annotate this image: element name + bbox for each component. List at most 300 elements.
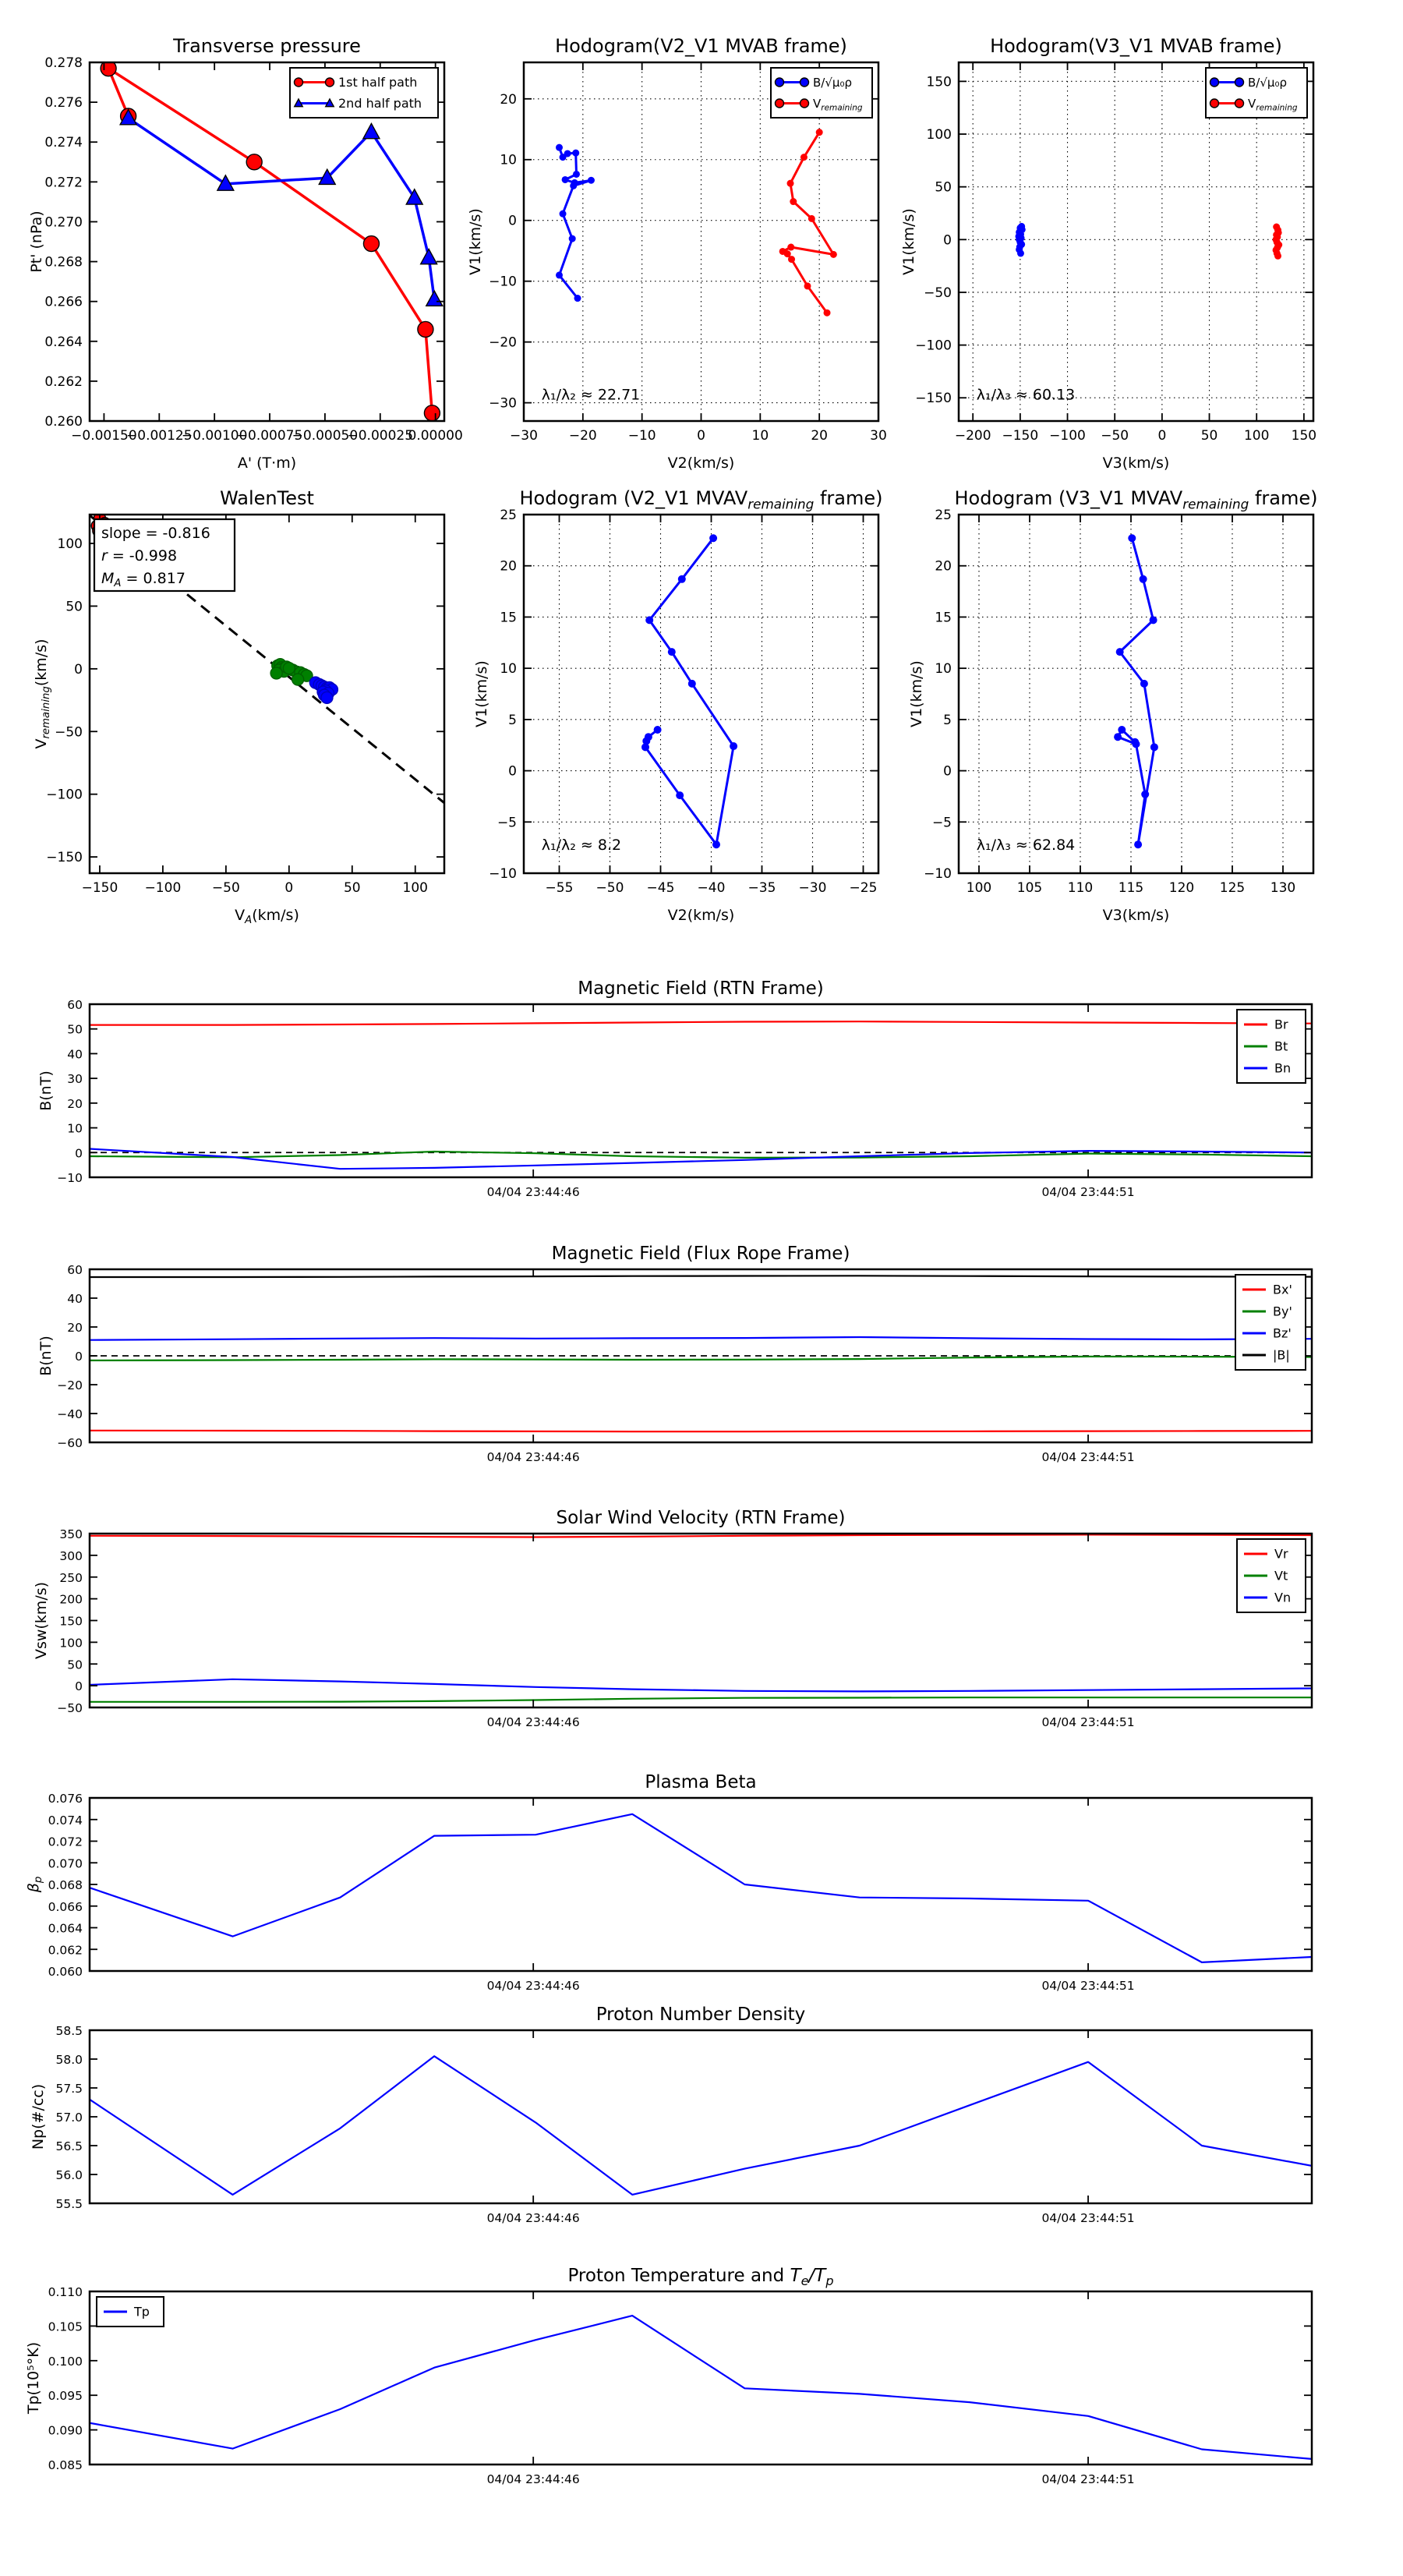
y-tick-label: 0.090 [48, 2423, 83, 2438]
y-tick-label: 100 [57, 536, 83, 552]
series-v-path-marker [645, 733, 652, 741]
stat-box [94, 519, 235, 591]
x-tick-label: −50 [1101, 428, 1129, 444]
x-tick-label: −100 [144, 880, 182, 896]
stat-line: $M_A = 0.817$ [101, 570, 186, 590]
y-tick-label: 10 [500, 152, 517, 168]
axes-spines [90, 1534, 1312, 1707]
series-Np-line [90, 2056, 1312, 2195]
series-v-path-marker [654, 726, 662, 734]
x-tick-label: 04/04 23:44:46 [486, 1450, 580, 1464]
x-tick-label: 04/04 23:44:51 [1041, 1450, 1135, 1464]
x-tick-label: 125 [1219, 880, 1246, 896]
y-axis-label: B(nT) [37, 1336, 55, 1376]
chart-proton-number-density [30, 2005, 1312, 2225]
chart-title: Proton Number Density [595, 2005, 806, 2025]
x-tick-label: 10 [751, 428, 769, 444]
y-tick-label: 0.266 [44, 294, 83, 310]
legend [1237, 1010, 1306, 1083]
y-tick-label: −20 [489, 334, 517, 351]
chart-title: Transverse pressure [173, 35, 361, 57]
series-B-alfven-marker [569, 235, 576, 242]
y-tick-label: 200 [59, 1592, 83, 1607]
chart-title: Plasma Beta [645, 1772, 757, 1792]
x-tick-label: 115 [1118, 880, 1144, 896]
y-tick-label: 58.0 [55, 2053, 83, 2067]
y-tick-label: 0.274 [44, 135, 83, 151]
legend-label: 1st half path [338, 75, 418, 90]
chart-hodogram-v2v1-mvab [467, 35, 887, 472]
chart-title: Hodogram (V3_V1 $MVAV_{remaining}$ frame) [954, 487, 1318, 512]
legend-label: Bt [1274, 1039, 1288, 1054]
legend [290, 68, 438, 118]
series-By'-line [90, 1357, 1312, 1361]
y-tick-label: 100 [59, 1636, 83, 1651]
x-tick-label: −20 [568, 428, 597, 444]
series-V-remaining-marker [808, 215, 815, 222]
x-tick-label: −0.00050 [292, 428, 359, 444]
y-tick-label: 0.110 [48, 2285, 83, 2299]
x-tick-label: 0.00000 [408, 428, 463, 444]
y-tick-label: 0.105 [48, 2319, 83, 2334]
series-B-alfven-marker [588, 177, 595, 184]
y-tick-label: 50 [65, 599, 83, 615]
legend-label: $V_{remaining}$ [813, 97, 863, 113]
series-|B|-line [90, 1276, 1312, 1277]
series-v-path-marker [1140, 680, 1148, 688]
x-tick-label: 04/04 23:44:46 [486, 1979, 580, 1993]
stat-line: r = -0.998 [101, 547, 178, 564]
series-B-alfven-marker [556, 144, 563, 151]
legend-label: By' [1273, 1304, 1292, 1319]
y-tick-label: 25 [935, 508, 952, 523]
y-tick-label: 0.062 [48, 1943, 83, 1958]
x-axis-label: V3(km/s) [1102, 455, 1170, 472]
y-tick-label: 0 [74, 661, 83, 678]
y-tick-label: −150 [915, 391, 952, 407]
y-tick-label: 0.066 [48, 1899, 83, 1914]
series-2nd half path-marker [426, 291, 443, 306]
y-tick-label: 15 [500, 610, 517, 626]
axes-spines [90, 1798, 1312, 1971]
y-tick-label: 0.264 [44, 334, 83, 350]
x-tick-label: −35 [747, 880, 776, 896]
y-axis-label: Tp(10⁵°K) [25, 2341, 42, 2415]
y-tick-label: 40 [67, 1292, 83, 1306]
legend-sample-marker [1210, 99, 1219, 108]
y-tick-label: 25 [500, 508, 517, 523]
legend-label: B/√μ₀ρ [813, 76, 852, 90]
series-B-alfven-marker [572, 150, 579, 157]
x-tick-label: 120 [1168, 880, 1195, 896]
x-axis-label: $V_A(km/s)$ [235, 907, 299, 927]
y-axis-label: B(nT) [37, 1070, 55, 1111]
legend-label: Bz' [1273, 1325, 1292, 1341]
series-B-alfven-marker [574, 295, 581, 302]
x-tick-label: 150 [1291, 428, 1317, 444]
y-tick-label: 250 [59, 1570, 83, 1585]
y-tick-label: 50 [935, 179, 952, 196]
series-v-path-marker [645, 616, 653, 624]
y-tick-label: 300 [59, 1548, 83, 1563]
annotation-text: λ₁/λ₂ ≈ 8.2 [541, 837, 622, 855]
x-tick-label: 50 [1200, 428, 1218, 444]
series-1st half path-marker [424, 405, 440, 421]
y-tick-label: 0.262 [44, 373, 83, 390]
legend-sample-marker [776, 78, 784, 87]
x-tick-label: −30 [510, 428, 538, 444]
series-B-alfven-marker [556, 271, 563, 278]
y-tick-label: 60 [67, 1263, 83, 1277]
chart-magnetic-field-fluxrope [37, 1244, 1312, 1464]
chart-magnetic-field-rtn [37, 978, 1312, 1199]
y-tick-label: −10 [489, 866, 517, 882]
series-2nd half path-marker [421, 249, 437, 264]
series-v-path-line [645, 538, 733, 844]
y-tick-label: 50 [67, 1022, 83, 1037]
chart-title: Hodogram(V3_V1 MVAB frame) [990, 35, 1282, 57]
series-v-path-marker [1134, 840, 1142, 848]
y-tick-label: 57.5 [55, 2082, 83, 2096]
series-Bz'-line [90, 1337, 1312, 1340]
x-tick-label: 04/04 23:44:51 [1041, 1979, 1135, 1993]
series-group [1114, 534, 1158, 848]
y-axis-label: Vsw(km/s) [33, 1581, 50, 1660]
series-Vt-line [90, 1697, 1312, 1702]
x-tick-label: −0.00025 [347, 428, 414, 444]
x-tick-label: 105 [1016, 880, 1043, 896]
legend-label: B/√μ₀ρ [1248, 76, 1287, 90]
series-v-path-marker [709, 534, 717, 542]
x-tick-label: −50 [211, 880, 240, 896]
series-v-path-marker [1150, 616, 1157, 624]
series-B-alfven-marker [562, 176, 569, 183]
legend-sample-marker [295, 78, 303, 87]
y-tick-label: 0.278 [44, 55, 83, 71]
chart-proton-temperature [25, 2266, 1312, 2486]
axes-spines [524, 515, 878, 873]
y-tick-label: 56.0 [55, 2168, 83, 2182]
y-tick-label: 15 [935, 610, 952, 626]
y-tick-label: −30 [489, 395, 517, 412]
legend-label: Bx' [1273, 1282, 1292, 1297]
y-tick-label: 20 [67, 1321, 83, 1335]
x-tick-label: 130 [1270, 880, 1296, 896]
x-axis-label: V3(km/s) [1102, 907, 1170, 924]
series-Vr-line [90, 1534, 1312, 1537]
chart-title: Hodogram(V2_V1 MVAB frame) [555, 35, 847, 57]
series-v-path-marker [712, 840, 720, 848]
chart-solar-wind-velocity [33, 1508, 1312, 1729]
series-cluster-mid-marker [292, 674, 304, 685]
x-tick-label: 04/04 23:44:46 [486, 2211, 580, 2225]
legend [1206, 68, 1307, 118]
series-1st half path-line [108, 69, 432, 413]
x-tick-label: −150 [81, 880, 118, 896]
x-tick-label: −40 [697, 880, 726, 896]
chart-hodogram-v3v1-mvab [900, 35, 1316, 472]
x-tick-label: 04/04 23:44:46 [486, 1715, 580, 1729]
legend [771, 68, 872, 118]
x-tick-label: −0.00150 [71, 428, 137, 444]
y-tick-label: 0.100 [48, 2354, 83, 2369]
annotation-text: λ₁/λ₃ ≈ 62.84 [976, 837, 1076, 855]
x-tick-label: 04/04 23:44:51 [1041, 1715, 1135, 1729]
y-tick-label: 30 [67, 1072, 83, 1087]
series-V-remaining-marker [787, 180, 794, 187]
x-tick-label: 20 [811, 428, 828, 444]
series-v-path-marker [1114, 733, 1122, 741]
y-axis-label: V1(km/s) [908, 660, 925, 727]
legend-sample-marker [776, 99, 784, 108]
y-tick-label: 0.072 [48, 1835, 83, 1849]
series-group [90, 2316, 1312, 2459]
series-v-path-marker [1128, 534, 1136, 542]
y-tick-label: 20 [500, 91, 517, 108]
legend-label: 2nd half path [338, 96, 422, 111]
y-tick-label: 100 [926, 127, 952, 143]
legend-label: Tp [134, 2304, 150, 2319]
annotation-text: λ₁/λ₂ ≈ 22.71 [541, 386, 641, 404]
series-V-remaining-marker [800, 154, 808, 161]
legend-sample-marker [800, 99, 809, 108]
y-tick-label: −10 [924, 866, 952, 882]
y-tick-label: 0.060 [48, 1965, 83, 1979]
x-tick-label: −200 [954, 428, 991, 444]
chart-title: Hodogram (V2_V1 $MVAV_{remaining}$ frame) [519, 487, 883, 512]
x-tick-label: 0 [284, 880, 294, 896]
legend-sample-marker [1235, 78, 1244, 87]
series-1st half path-marker [246, 154, 262, 170]
y-tick-label: 0.260 [44, 414, 83, 430]
y-tick-label: 20 [935, 558, 952, 575]
x-axis-label: A' (T·m) [237, 455, 297, 472]
y-tick-label: 0.085 [48, 2458, 83, 2472]
chart-title: Solar Wind Velocity (RTN Frame) [556, 1508, 846, 1528]
y-tick-label: −100 [46, 787, 83, 803]
series-v-path-marker [668, 648, 676, 656]
y-tick-label: 60 [67, 998, 83, 1012]
chart-title: Magnetic Field (RTN Frame) [578, 978, 824, 999]
y-tick-label: 0.268 [44, 254, 83, 271]
y-axis-label: $V_{remaining}(km/s)$ [33, 639, 53, 749]
y-tick-label: −50 [55, 724, 83, 741]
x-tick-label: −10 [627, 428, 656, 444]
x-tick-label: 100 [966, 880, 992, 896]
series-B-alfven-marker [1017, 249, 1024, 257]
x-tick-label: −50 [595, 880, 624, 896]
y-tick-label: 10 [935, 661, 952, 678]
y-tick-label: −50 [924, 285, 952, 301]
x-tick-label: 50 [343, 880, 361, 896]
y-tick-label: 0.068 [48, 1878, 83, 1892]
series-1st half path-marker [418, 321, 433, 337]
y-axis-label: V1(km/s) [473, 660, 490, 727]
y-tick-label: −50 [57, 1701, 83, 1715]
x-tick-label: −150 [1002, 428, 1039, 444]
y-tick-label: 150 [59, 1614, 83, 1629]
annotation-text: λ₁/λ₃ ≈ 60.13 [976, 386, 1076, 404]
y-axis-label: V1(km/s) [467, 208, 484, 275]
y-tick-label: 0 [75, 1146, 83, 1161]
y-tick-label: 20 [500, 558, 517, 575]
axes-spines [90, 2291, 1312, 2465]
axes-spines [90, 2030, 1312, 2203]
chart-title: WalenTest [220, 487, 314, 509]
y-tick-label: 20 [67, 1096, 83, 1111]
chart-title: Proton Temperature and $T_e/T_p$ [567, 2266, 834, 2289]
series-v-path-marker [1116, 648, 1124, 656]
y-tick-label: 55.5 [55, 2197, 83, 2211]
x-tick-label: 04/04 23:44:46 [486, 2472, 580, 2486]
chart-walen-test [33, 487, 444, 926]
x-tick-label: 100 [402, 880, 428, 896]
series-group [1016, 223, 1283, 260]
series-B-alfven-line [560, 147, 592, 298]
y-tick-label: −20 [57, 1378, 83, 1392]
legend-label: Vt [1274, 1568, 1288, 1583]
series-2nd half path-marker [363, 123, 380, 138]
x-tick-label: −55 [545, 880, 574, 896]
series-cluster-mid-marker [283, 663, 295, 674]
x-axis-label: V2(km/s) [667, 455, 735, 472]
y-tick-label: 0.095 [48, 2389, 83, 2404]
series-v-path-marker [676, 791, 684, 799]
stat-line: slope = -0.816 [101, 525, 210, 542]
series-B-alfven-marker [570, 182, 577, 189]
series-cluster-end-marker [321, 692, 333, 703]
y-tick-label: 0.270 [44, 214, 83, 231]
x-tick-label: 04/04 23:44:46 [486, 1185, 580, 1199]
y-axis-label: V1(km/s) [900, 208, 917, 275]
legend [1235, 1275, 1306, 1370]
y-tick-label: 0.070 [48, 1856, 83, 1871]
y-tick-label: −60 [57, 1436, 83, 1450]
series-v-path-marker [1118, 726, 1126, 734]
y-tick-label: −10 [57, 1171, 83, 1185]
legend-label: |B| [1273, 1347, 1290, 1363]
y-tick-label: 10 [500, 661, 517, 678]
y-tick-label: 0.076 [48, 1792, 83, 1806]
y-tick-label: 0.064 [48, 1921, 83, 1936]
series-B-alfven-marker [564, 150, 571, 157]
x-tick-label: −30 [798, 880, 827, 896]
series-v-path-marker [1131, 738, 1139, 746]
axes-spines [959, 515, 1313, 873]
series-v-path-marker [1150, 743, 1158, 751]
y-tick-label: 40 [67, 1047, 83, 1062]
y-axis-label: Np(#/cc) [30, 2083, 47, 2150]
chart-transverse-pressure [28, 35, 463, 472]
series-B-alfven-marker [560, 211, 567, 218]
x-tick-label: −0.00125 [126, 428, 193, 444]
x-tick-label: 110 [1067, 880, 1094, 896]
legend [97, 2297, 164, 2327]
y-tick-label: 5 [943, 712, 952, 728]
y-tick-label: −5 [931, 815, 952, 831]
series-Tp-line [90, 2316, 1312, 2459]
series-v-path-marker [678, 575, 686, 583]
x-tick-label: −0.00075 [236, 428, 303, 444]
y-axis-label: $\beta_p$ [25, 1876, 45, 1893]
series-B-alfven-marker [573, 171, 580, 178]
series-V-remaining-marker [804, 282, 811, 289]
legend-sample-marker [326, 78, 334, 87]
y-tick-label: −10 [489, 274, 517, 290]
series-v-path-line [1118, 538, 1154, 844]
series-group [90, 1021, 1312, 1169]
series-v-path-marker [1140, 575, 1147, 583]
chart-hodogram-v2v1-mvav [473, 487, 883, 924]
y-tick-label: 58.5 [55, 2024, 83, 2038]
y-tick-label: 56.5 [55, 2139, 83, 2153]
legend-sample-marker [1235, 99, 1244, 108]
x-tick-label: −0.00100 [181, 428, 248, 444]
y-tick-label: −5 [497, 815, 517, 831]
series-V-remaining-marker [788, 256, 795, 263]
legend-label: Bn [1274, 1060, 1292, 1076]
legend-sample-marker [1210, 78, 1219, 87]
x-tick-label: 04/04 23:44:51 [1041, 2472, 1135, 2486]
series-V-remaining-marker [790, 198, 797, 205]
y-tick-label: 0 [508, 763, 517, 780]
x-tick-label: −25 [849, 880, 878, 896]
y-tick-label: −40 [57, 1407, 83, 1421]
series-group [641, 534, 737, 848]
series-V-remaining-marker [830, 251, 837, 258]
legend-label: $V_{remaining}$ [1248, 97, 1298, 113]
y-tick-label: −100 [915, 338, 952, 354]
x-tick-label: 04/04 23:44:51 [1041, 1185, 1135, 1199]
x-tick-label: 30 [870, 428, 887, 444]
legend-label: Br [1274, 1017, 1288, 1032]
y-tick-label: 0.272 [44, 175, 83, 191]
series-V-remaining-marker [1274, 253, 1281, 260]
y-tick-label: 0.074 [48, 1813, 83, 1828]
x-tick-label: 0 [697, 428, 705, 444]
y-tick-label: 0 [508, 213, 517, 229]
y-tick-label: 350 [59, 1527, 83, 1541]
y-tick-label: 57.0 [55, 2111, 83, 2125]
chart-plasma-beta [25, 1772, 1312, 1993]
x-axis-label: V2(km/s) [667, 907, 735, 924]
series-beta-p-line [90, 1814, 1312, 1962]
series-1st half path-marker [363, 236, 379, 252]
series-V-remaining-marker [824, 310, 831, 317]
series-Br-line [90, 1021, 1312, 1024]
legend-sample-marker [800, 78, 809, 87]
series-Vn-line [90, 1679, 1312, 1692]
y-tick-label: −150 [46, 850, 83, 866]
y-tick-label: 0 [943, 763, 952, 780]
series-v-path-marker [730, 742, 737, 750]
legend-label: Vr [1274, 1546, 1288, 1562]
series-Bn-line [90, 1149, 1312, 1169]
y-tick-label: 0 [943, 232, 952, 249]
y-tick-label: 10 [67, 1121, 83, 1136]
series-group [90, 2056, 1312, 2195]
legend [1237, 1539, 1306, 1612]
x-tick-label: −45 [646, 880, 675, 896]
legend-label: Vn [1274, 1590, 1292, 1605]
y-tick-label: 0 [75, 1679, 83, 1694]
series-V-remaining-marker [787, 244, 794, 251]
y-tick-label: 150 [926, 74, 952, 90]
series-group [90, 1814, 1312, 1962]
y-axis-label: Pt' (nPa) [28, 211, 45, 273]
series-v-path-marker [688, 680, 696, 688]
y-tick-label: 50 [67, 1658, 83, 1672]
